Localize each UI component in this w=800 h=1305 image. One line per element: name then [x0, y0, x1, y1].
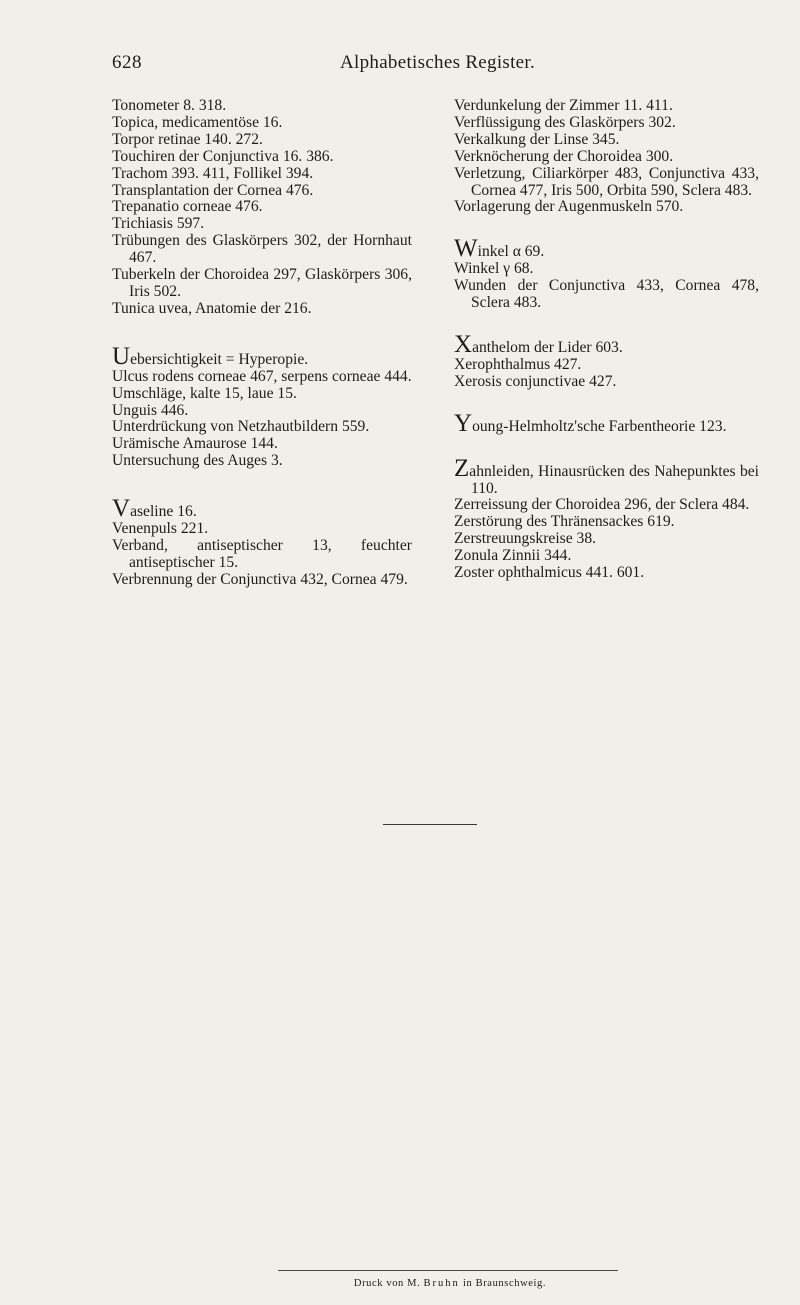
index-entry: Verdunkelung der Zimmer 11. 411. [454, 97, 673, 114]
index-entry: Umschläge, kalte 15, laue 15. [112, 384, 297, 402]
printer-imprint [290, 1278, 610, 1289]
index-entry: Vorlagerung der Augenmuskeln 570. [454, 198, 684, 216]
index-entry: Verknöcherung der Choroidea 300. [454, 147, 674, 165]
entry-text: inkel α 69. [477, 243, 545, 261]
index-entry: Touchiren der Conjunctiva 16. 386. [112, 147, 334, 165]
index-entry: Unguis 446. [112, 401, 189, 419]
right-column [454, 98, 759, 616]
index-entry: Unterdrückung von Netzhautbildern 559. [112, 418, 370, 436]
index-entry: Xerosis conjunctivae 427. [454, 372, 617, 390]
index-entry: Verbrennung der Conjunctiva 432, Cornea 479. [112, 570, 408, 588]
entry-text: oung-Helmholtz'sche Farbentheorie 123. [472, 417, 727, 435]
index-entry: Xerophthalmus 427. [454, 355, 582, 373]
index-entry: Urämische Amaurose 144. [112, 435, 278, 453]
left-column [112, 98, 412, 623]
entry-text: aseline 16. [130, 503, 197, 521]
index-entry: Trichiasis 597. [112, 215, 205, 233]
index-group-w [454, 235, 759, 312]
index-entry: Untersuchung des Auges 3. [112, 452, 283, 470]
index-entry: Zerstreuungskreise 38. [454, 530, 597, 548]
printer-name: Bruhn [423, 1278, 460, 1289]
index-entry: Topica, medicamentöse 16. [112, 113, 283, 131]
index-entry: Ulcus rodens corneae 467, serpens corneae 444. [112, 367, 412, 385]
printer-prefix: Druck von M. [353, 1278, 421, 1289]
group-initial: Z [454, 454, 470, 482]
group-initial: Y [454, 409, 473, 437]
index-group-v-continued [454, 98, 759, 216]
group-initial: V [112, 495, 131, 523]
index-group-z [454, 454, 759, 582]
page-header [112, 52, 732, 80]
index-entry: Zerreissung der Choroidea 296, der Sclera 484. [454, 496, 750, 514]
index-entry [454, 330, 759, 358]
index-entry: Tuberkeln der Choroidea 297, Glaskörpers 306, Iris 502. [112, 266, 412, 300]
index-group-v [112, 495, 412, 589]
index-entry [112, 495, 412, 523]
end-divider [383, 824, 477, 825]
index-entry: Verband, antiseptischer 13, feuchter antiseptischer 15. [112, 536, 412, 571]
index-entry: Zoster ophthalmicus 441. 601. [454, 564, 645, 582]
index-entry: Verkalkung der Linse 345. [454, 130, 620, 148]
index-entry: Zerstörung des Thränensackes 619. [454, 513, 675, 531]
page-number: 628 [112, 52, 142, 73]
entry-text: ahnleiden, Hinausrücken des Nahepunktes bei 110. [469, 462, 759, 497]
index-entry: Transplantation der Cornea 476. [112, 181, 314, 199]
entry-text: anthelom der Lider 603. [472, 338, 623, 356]
footer-rule [278, 1270, 618, 1271]
index-group-x [454, 330, 759, 391]
index-entry: Trübungen des Glaskörpers 302, der Hornhaut 467. [112, 232, 412, 267]
group-initial: U [112, 342, 131, 370]
group-initial: X [454, 330, 473, 358]
index-entry: Verflüssigung des Glaskörpers 302. [454, 113, 676, 131]
group-initial: W [454, 235, 478, 263]
index-entry [454, 409, 759, 437]
index-entry: Verletzung, Ciliarkörper 483, Conjunctiva 433, Cornea 477, Iris 500, Orbita 590, Sclera 483. [454, 164, 759, 199]
running-title: Alphabetisches Register. [340, 52, 536, 73]
index-entry: Tonometer 8. 318. [112, 97, 227, 114]
index-entry [454, 235, 759, 263]
index-group-u [112, 342, 412, 470]
index-group-t [112, 98, 412, 318]
index-entry [454, 454, 759, 498]
index-entry: Torpor retinae 140. 272. [112, 130, 263, 148]
index-entry: Venenpuls 221. [112, 520, 209, 538]
index-entry: Zonula Zinnii 344. [454, 547, 572, 565]
index-entry: Wunden der Conjunctiva 433, Cornea 478, Sclera 483. [454, 277, 759, 312]
index-group-y [454, 409, 759, 437]
index-entry: Trachom 393. 411, Follikel 394. [112, 164, 314, 182]
printer-suffix: in Braunschweig. [463, 1278, 547, 1289]
entry-text: ebersichtigkeit = Hyperopie. [130, 350, 309, 368]
index-entry: Winkel γ 68. [454, 260, 534, 278]
index-entry [112, 342, 412, 370]
index-entry: Trepanatio corneae 476. [112, 198, 263, 216]
index-entry: Tunica uvea, Anatomie der 216. [112, 299, 312, 317]
